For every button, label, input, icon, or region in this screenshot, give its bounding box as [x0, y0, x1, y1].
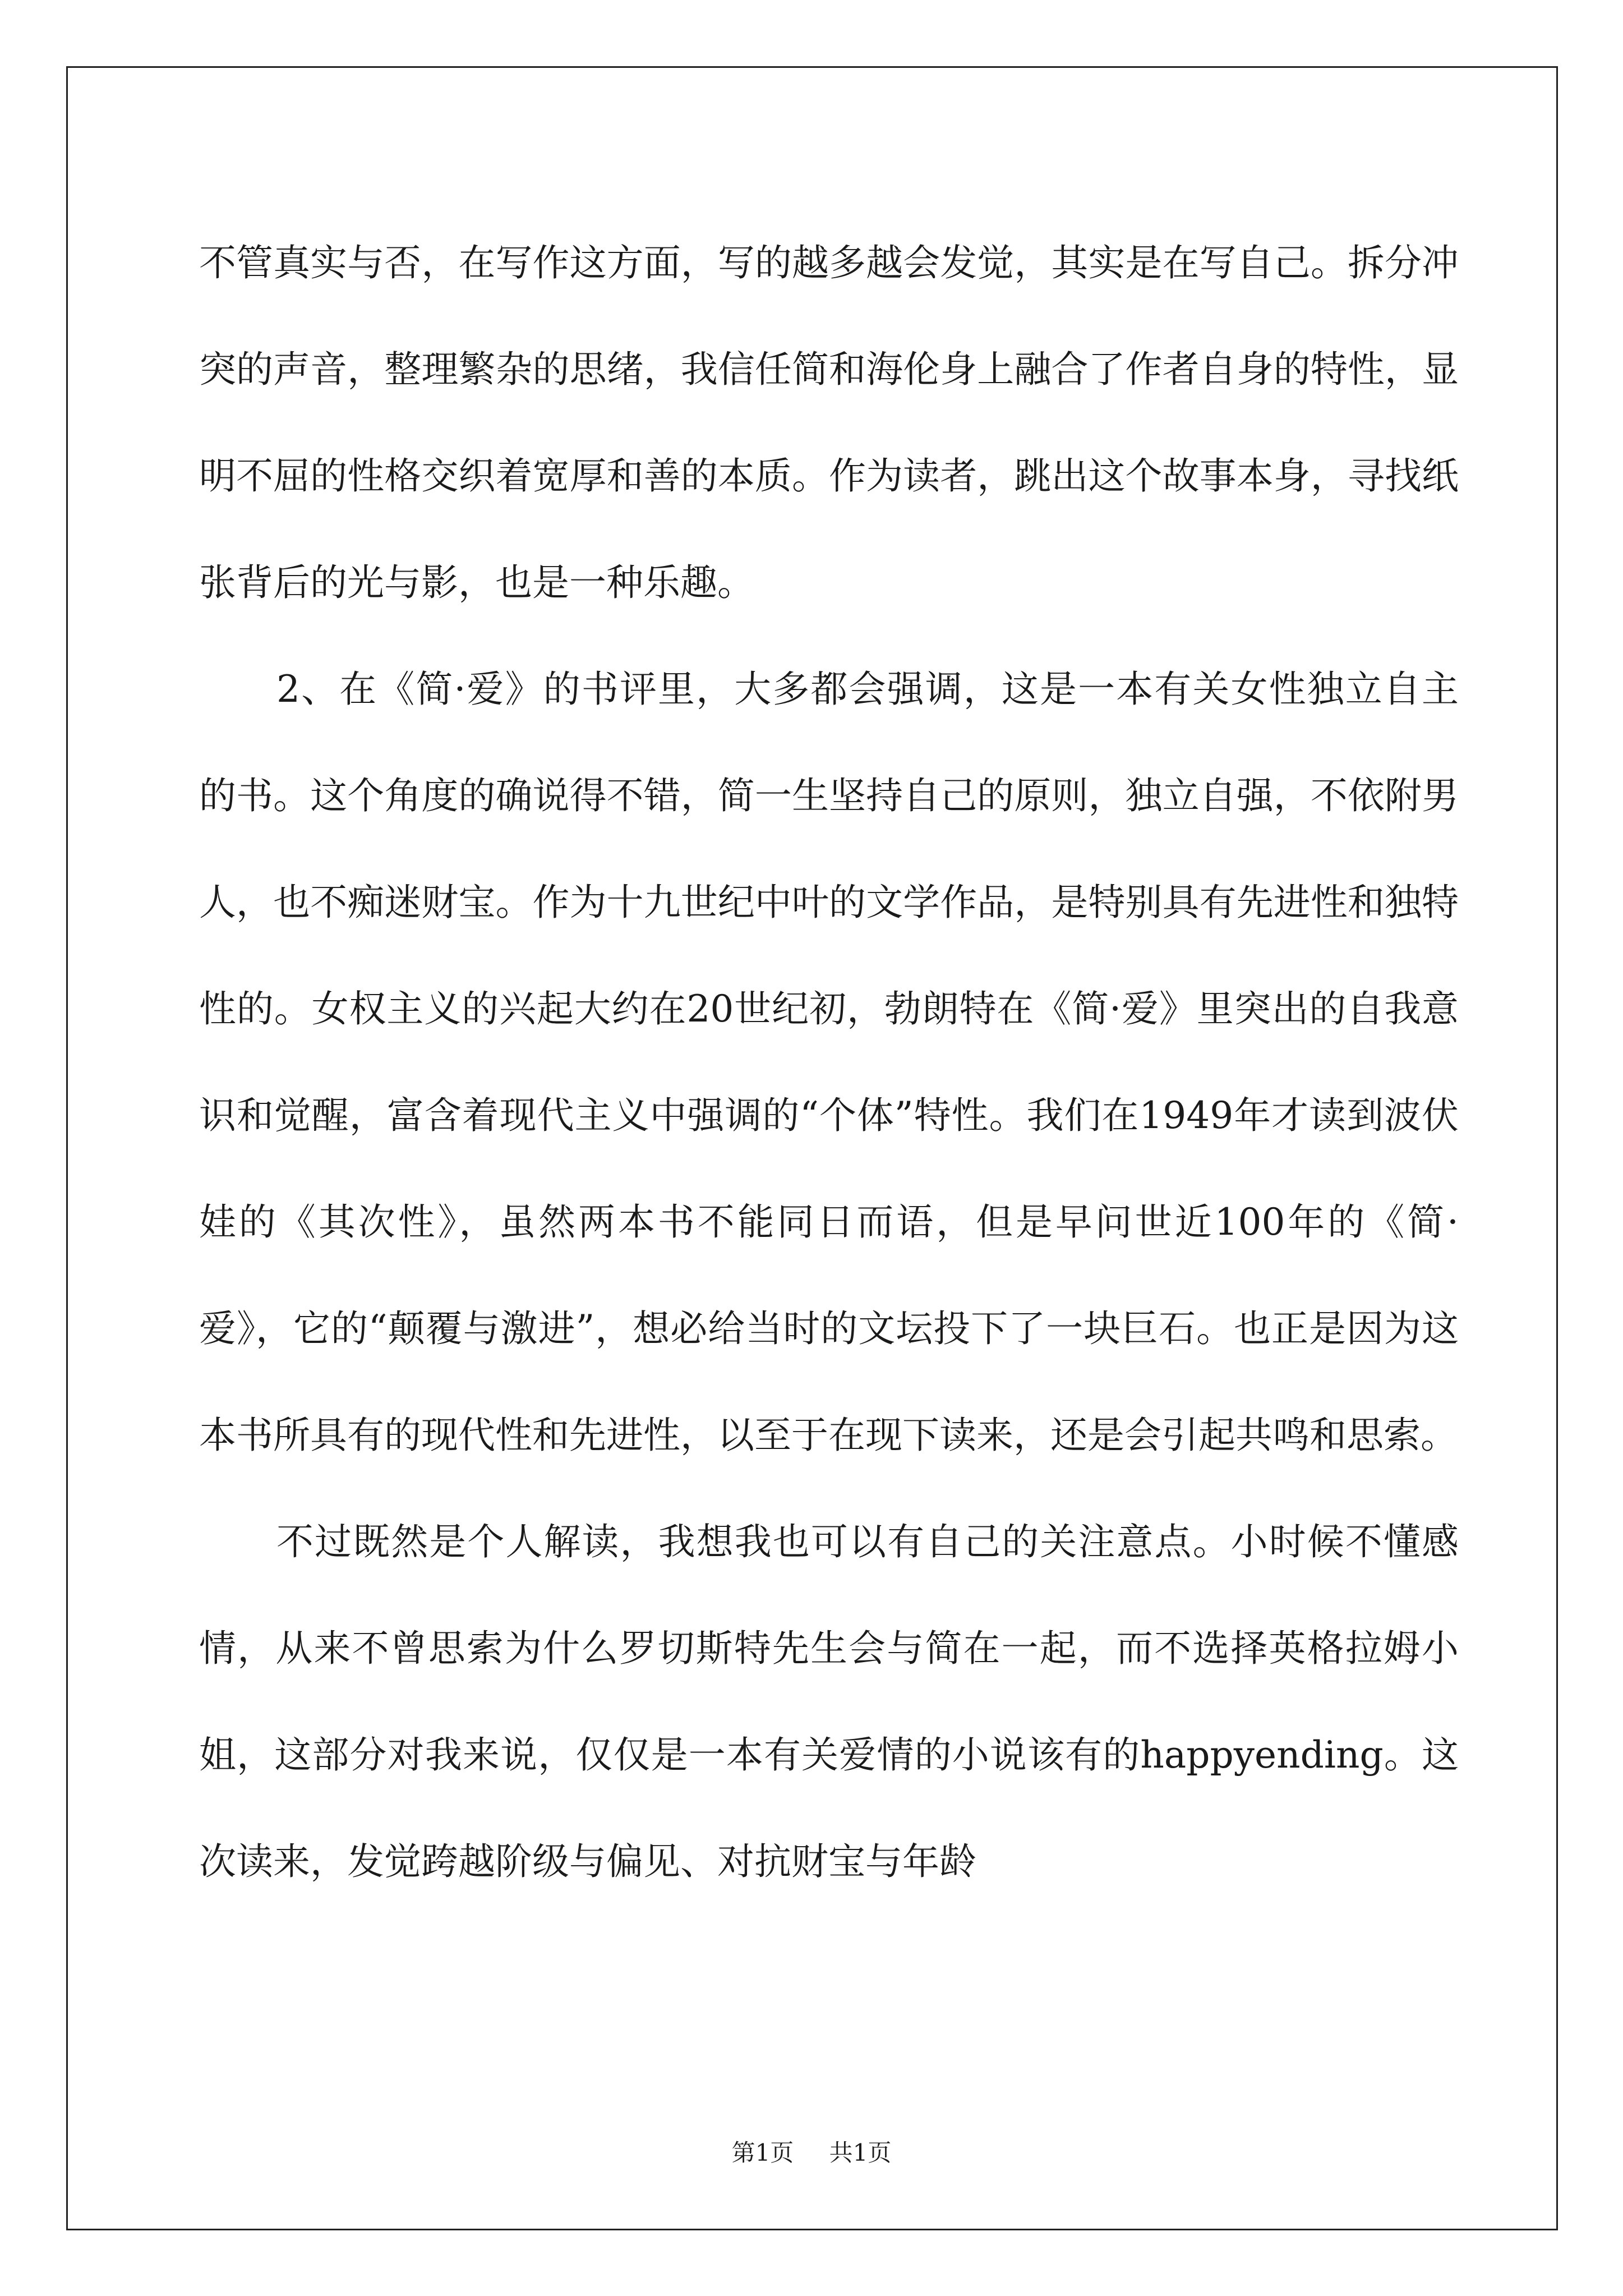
paragraph-2: 2、在《简·爱》的书评里，大多都会强调，这是一本有关女性独立自主的书。这个角度的确说得不错，简一生坚持自己的原则，独立自强，不依附男人，也不痴迷财宝。作为十九世纪中叶的文学作品，是特别具有先进性和独特性的。女权主义的兴起大约在20世纪初，勃朗特在《简·爱》里突出的自我意识和觉醒，富含着现代主义中强调的“个体”特性。我们在1949年才读到波伏娃的《其次性》，虽然两本书不能同日而语，但是早问世近100年的《简·爱》，它的“颠覆与激进”，想必给当时的文坛投下了一块巨石。也正是因为这本书所具有的现代性和先进性，以至于在现下读来，还是会引起共鸣和思索。: [199, 668, 1459, 1457]
page-footer: [0, 2136, 1623, 2170]
page-number: 第1页: [731, 2139, 794, 2166]
paragraph-1: 不管真实与否，在写作这方面，写的越多越会发觉，其实是在写自己。拆分冲突的声音，整理繁杂的思绪，我信任简和海伦身上融合了作者自身的特性，显明不屈的性格交织着宽厚和善的本质。作为读者，跳出这个故事本身，寻找纸张背后的光与影，也是一种乐趣。: [199, 241, 1459, 604]
document-body: [199, 210, 1459, 1915]
page-total: 共1页: [829, 2139, 892, 2166]
paragraph-3: 不过既然是个人解读，我想我也可以有自己的关注意点。小时候不懂感情，从来不曾思索为什么罗切斯特先生会与简在一起，而不选择英格拉姆小姐，这部分对我来说，仅仅是一本有关爱情的小说该有的happyending。这次读来，发觉跨越阶级与偏见、对抗财宝与年龄: [199, 1520, 1459, 1883]
